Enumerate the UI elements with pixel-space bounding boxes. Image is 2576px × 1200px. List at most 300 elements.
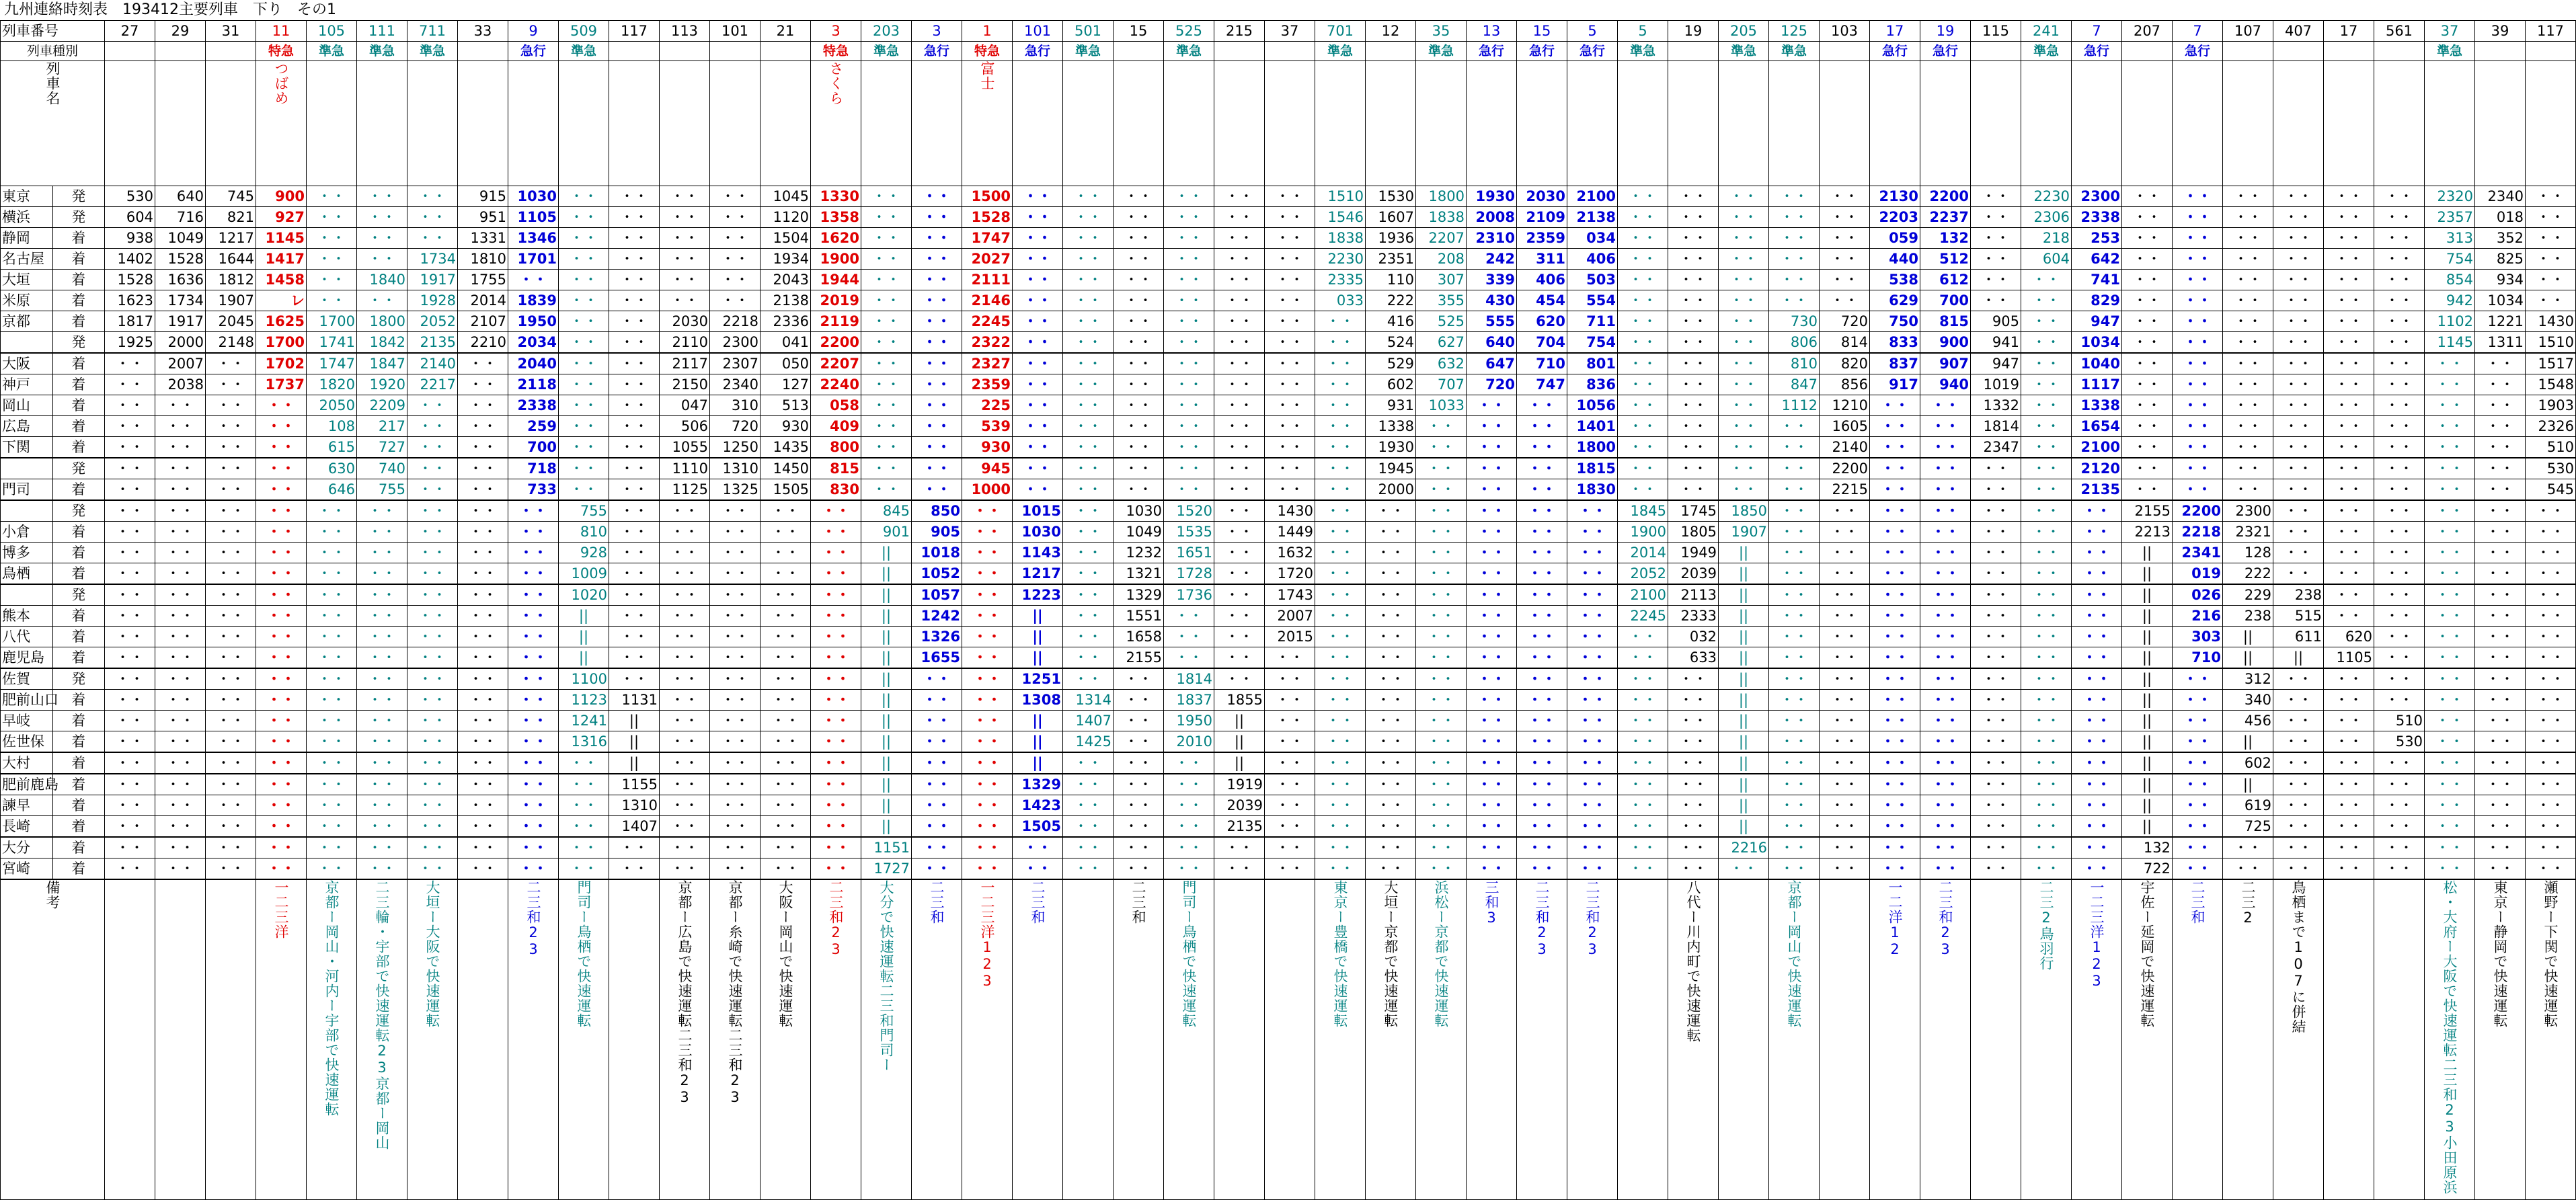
time-cell: 430 [1467,290,1517,311]
time-cell: ・・ [811,627,861,647]
station-name: 諫早 [1,795,53,816]
time-cell: 1143 [1013,543,1063,563]
time-cell: ・・ [559,332,609,354]
time-cell: ・・ [2374,249,2425,270]
station-name: 熊本 [1,606,53,627]
train-type [105,42,155,61]
remark-text: 一二洋12 [1887,880,1903,958]
time-cell: 930 [760,416,811,437]
time-cell: ・・ [2021,711,2072,731]
time-cell: ・・ [2324,437,2374,458]
time-cell: ・・ [1063,311,1114,332]
time-cell: ・・ [2021,522,2072,543]
time-cell: ・・ [1618,228,1668,249]
time-cell: ・・ [912,858,962,880]
train-number: 241 [2021,21,2072,42]
remark-text: 門司ー鳥栖で快速運転 [1181,880,1197,1028]
time-cell: 1928 [407,290,458,311]
remark-cell [2021,879,2072,1200]
time-cell: 1655 [912,647,962,669]
remark-cell [1063,879,1114,1200]
time-cell: || [1719,627,1769,647]
time-cell: ・・ [1870,668,1920,690]
arr-dep: 発 [52,207,105,228]
time-cell: ・・ [1164,752,1214,774]
time-cell: ・・ [1820,249,1870,270]
time-cell: 406 [1517,270,1567,290]
time-cell: 1546 [1315,207,1366,228]
time-cell: ・・ [1063,563,1114,585]
station-row [1,395,2576,416]
time-cell: ・・ [206,858,256,880]
remark-cell [660,879,710,1200]
train-name [2173,61,2223,186]
time-cell: 127 [760,374,811,395]
time-cell: ・・ [206,543,256,563]
time-cell: ・・ [1164,627,1214,647]
remark-text: 宇佐ー延岡で快速運転 [2139,880,2155,1028]
remark-cell [962,879,1013,1200]
time-cell: 1623 [105,290,155,311]
time-cell: 238 [2273,584,2324,606]
time-cell: ・・ [1618,207,1668,228]
train-name [155,61,206,186]
time-cell: ・・ [357,731,407,753]
train-type: 準急 [559,42,609,61]
time-cell: 2052 [407,311,458,332]
time-cell: ・・ [1820,207,1870,228]
time-cell: 034 [1567,228,1618,249]
time-cell: ・・ [2072,752,2122,774]
time-cell: ・・ [206,795,256,816]
train-name [1013,61,1063,186]
time-cell: 1242 [912,606,962,627]
time-cell: ・・ [1366,837,1416,858]
time-cell: ・・ [1416,563,1467,585]
time-cell: || [861,690,912,711]
time-cell: ・・ [2223,249,2273,270]
time-cell: 1401 [1567,416,1618,437]
time-cell: ・・ [1618,731,1668,753]
time-cell: ・・ [2072,563,2122,585]
time-cell: ・・ [1063,647,1114,669]
time-cell: ・・ [2173,416,2223,437]
time-cell: ・・ [1416,731,1467,753]
time-cell: 2135 [1214,816,1265,838]
time-cell: 1658 [1114,627,1164,647]
time-cell: 2140 [407,353,458,374]
time-cell: 1034 [2072,332,2122,354]
time-cell: || [861,795,912,816]
time-cell: ・・ [2526,270,2576,290]
time-cell: ・・ [256,543,307,563]
time-cell: ・・ [2425,374,2475,395]
time-cell: ・・ [2273,690,2324,711]
time-cell: ・・ [1265,668,1315,690]
time-cell: ・・ [155,500,206,522]
time-cell: ・・ [710,668,760,690]
time-cell: ・・ [811,837,861,858]
time-cell: ・・ [1769,207,1820,228]
train-name [2223,61,2273,186]
train-number: 701 [1315,21,1366,42]
time-cell: ・・ [508,837,559,858]
time-cell: ・・ [609,479,660,501]
time-cell: || [2223,731,2273,753]
time-cell: ・・ [2173,186,2223,207]
time-cell: ・・ [2425,731,2475,753]
time-cell: ・・ [2273,249,2324,270]
time-cell: ・・ [105,500,155,522]
time-cell: ・・ [912,690,962,711]
time-cell: ・・ [2374,458,2425,479]
time-cell: ・・ [1567,647,1618,669]
time-cell: ・・ [1114,228,1164,249]
time-cell: ・・ [760,837,811,858]
time-cell: ・・ [1315,627,1366,647]
time-cell: ・・ [2021,353,2072,374]
time-cell: ・・ [1013,228,1063,249]
time-cell: 1741 [307,332,357,354]
remark-cell [2425,879,2475,1200]
time-cell: ・・ [760,774,811,795]
remark-text: 門司ー鳥栖で快速運転 [576,880,592,1028]
time-cell: 2135 [407,332,458,354]
time-cell: 1755 [458,270,508,290]
time-cell: 409 [811,416,861,437]
time-cell: ・・ [2072,627,2122,647]
time-cell: ・・ [1416,627,1467,647]
time-cell: ・・ [861,311,912,332]
time-cell: 132 [1920,228,1971,249]
time-cell: 1131 [609,690,660,711]
time-cell: || [1719,647,1769,669]
time-cell: ・・ [760,711,811,731]
time-cell: ・・ [1467,395,1517,416]
time-cell: 1814 [1164,668,1214,690]
time-cell: ・・ [1920,774,1971,795]
time-cell: ・・ [1265,479,1315,501]
time-cell: ・・ [407,522,458,543]
remark-cell [2122,879,2173,1200]
time-cell: ・・ [1063,353,1114,374]
train-name [2122,61,2173,186]
time-cell: ・・ [2072,522,2122,543]
train-name-row [1,61,2576,186]
time-cell: ・・ [1668,353,1719,374]
time-cell: ・・ [1013,837,1063,858]
train-number-row [1,21,2576,42]
time-cell: ・・ [559,858,609,880]
time-cell: ・・ [2021,395,2072,416]
time-cell: ・・ [2122,479,2173,501]
time-cell: ・・ [508,584,559,606]
time-cell: ・・ [458,522,508,543]
time-cell: ・・ [1315,795,1366,816]
station-row [1,858,2576,880]
time-cell: ・・ [458,627,508,647]
time-cell: ・・ [1971,816,2021,838]
time-cell: ・・ [962,627,1013,647]
train-name [760,61,811,186]
time-cell: 1950 [508,311,559,332]
time-cell: ・・ [2223,395,2273,416]
time-cell: ・・ [407,584,458,606]
arr-dep: 着 [52,795,105,816]
time-cell: ・・ [2021,668,2072,690]
time-cell: ・・ [1164,795,1214,816]
train-type [1668,42,1719,61]
time-cell: ・・ [660,543,710,563]
time-cell: 741 [2072,270,2122,290]
time-cell: ・・ [660,690,710,711]
time-cell: ・・ [1265,353,1315,374]
time-cell: ・・ [1719,270,1769,290]
station-row [1,228,2576,249]
remark-text: 大垣ー大阪で快速運転 [424,880,440,1028]
time-cell: ・・ [1618,270,1668,290]
time-cell: 1102 [2425,311,2475,332]
time-cell: ・・ [2223,186,2273,207]
time-cell: ・・ [1315,332,1366,354]
time-cell: ・・ [407,774,458,795]
time-cell: ・・ [1769,711,1820,731]
time-cell: ・・ [2526,647,2576,669]
station-name: 大阪 [1,353,53,374]
time-cell: 1837 [1164,690,1214,711]
time-cell: 2218 [2173,522,2223,543]
remark-text: 京都ー岡山で快速運転 [1786,880,1802,1028]
time-cell: ・・ [2021,374,2072,395]
time-cell: ・・ [105,563,155,585]
time-cell: 1329 [1114,584,1164,606]
time-cell: ・・ [357,837,407,858]
time-cell: ・・ [357,690,407,711]
time-cell: ・・ [307,270,357,290]
time-cell: ・・ [559,374,609,395]
time-cell: ・・ [1315,395,1366,416]
time-cell: ・・ [155,752,206,774]
time-cell: ・・ [962,774,1013,795]
time-cell: ・・ [1920,479,1971,501]
time-cell: ・・ [508,731,559,753]
time-cell: ・・ [609,353,660,374]
train-name [2021,61,2072,186]
station-name: 鳥栖 [1,563,53,585]
time-cell: ・・ [256,522,307,543]
time-cell: ・・ [155,858,206,880]
time-cell: 1030 [508,186,559,207]
remark-cell [861,879,912,1200]
time-cell: 2014 [1618,543,1668,563]
time-cell: ・・ [2173,690,2223,711]
time-cell: ・・ [559,186,609,207]
time-cell: ・・ [1668,228,1719,249]
time-cell: 1056 [1567,395,1618,416]
time-cell: ・・ [2021,627,2072,647]
time-cell: ・・ [458,795,508,816]
time-cell: ・・ [1063,458,1114,479]
remark-text: 二三和 [2189,880,2206,924]
time-cell: ・・ [811,668,861,690]
time-cell: ・・ [1063,437,1114,458]
time-cell: 2357 [2425,207,2475,228]
time-cell: 2146 [962,290,1013,311]
time-cell: ・・ [1265,752,1315,774]
time-cell: 1745 [1668,500,1719,522]
time-cell: 059 [1870,228,1920,249]
time-cell: ・・ [256,752,307,774]
time-cell: || [609,752,660,774]
time-cell: ・・ [1971,270,2021,290]
time-cell: ・・ [2526,584,2576,606]
time-cell: ・・ [458,374,508,395]
station-name [1,584,53,606]
time-cell: ・・ [206,711,256,731]
time-cell: 1548 [2526,374,2576,395]
time-cell: ・・ [508,627,559,647]
time-cell: ・・ [2475,437,2526,458]
time-cell: ・・ [1315,353,1366,374]
time-cell: 602 [2223,752,2273,774]
time-cell: ・・ [2425,752,2475,774]
time-cell: ・・ [660,522,710,543]
time-cell: ・・ [2475,731,2526,753]
time-cell: 2043 [760,270,811,290]
time-cell: ・・ [1315,668,1366,690]
time-cell: 2030 [1517,186,1567,207]
time-cell: ・・ [307,816,357,838]
time-cell: 313 [2425,228,2475,249]
time-cell: 710 [1517,353,1567,374]
time-cell: ・・ [2173,270,2223,290]
time-cell: ・・ [2324,353,2374,374]
time-cell: ・・ [609,270,660,290]
arr-dep: 着 [52,416,105,437]
time-cell: ・・ [1315,837,1366,858]
train-number: 103 [1820,21,1870,42]
time-cell: ・・ [1063,774,1114,795]
remark-text: 鳥栖まで107に併結 [2290,880,2306,1034]
time-cell: ・・ [2374,437,2425,458]
time-cell: 854 [2425,270,2475,290]
train-name [508,61,559,186]
remark-text: 二三和 [1130,880,1146,924]
time-cell: ・・ [1164,270,1214,290]
time-cell: ・・ [1920,647,1971,669]
train-number: 113 [660,21,710,42]
time-cell: ・・ [1265,311,1315,332]
time-cell: ・・ [1164,458,1214,479]
time-cell: 2306 [2021,207,2072,228]
time-cell: || [1214,731,1265,753]
time-cell: ・・ [710,186,760,207]
time-cell: ・・ [1366,858,1416,880]
time-cell: ・・ [2324,207,2374,228]
time-cell: ・・ [1114,858,1164,880]
time-cell: ・・ [811,647,861,669]
arr-dep: 発 [52,584,105,606]
time-cell: ・・ [2021,690,2072,711]
time-cell: ・・ [710,228,760,249]
time-cell: ・・ [2122,332,2173,354]
remark-cell [1517,879,1567,1200]
train-number: 39 [2475,21,2526,42]
time-cell: 440 [1870,249,1920,270]
time-cell: ・・ [2072,711,2122,731]
time-cell: ・・ [760,522,811,543]
time-cell: ・・ [357,668,407,690]
train-name [2425,61,2475,186]
time-cell: ・・ [2526,563,2576,585]
time-cell: ・・ [1114,690,1164,711]
time-cell: ・・ [1769,606,1820,627]
time-cell: ・・ [206,395,256,416]
time-cell: 947 [2072,311,2122,332]
time-cell: ・・ [105,647,155,669]
time-cell: ・・ [2475,584,2526,606]
time-cell: ・・ [1416,647,1467,669]
train-number: 33 [458,21,508,42]
time-cell: ・・ [2526,711,2576,731]
time-cell: ・・ [1920,437,1971,458]
time-cell: ・・ [2425,837,2475,858]
time-cell: ・・ [2425,711,2475,731]
station-name: 鹿児島 [1,647,53,669]
time-cell: ・・ [1769,479,1820,501]
remark-cell [1366,879,1416,1200]
time-cell: ・・ [1315,774,1366,795]
time-cell: ・・ [2475,774,2526,795]
time-cell: ・・ [912,816,962,838]
time-cell: 1407 [609,816,660,838]
time-cell: 917 [1870,374,1920,395]
time-cell: ・・ [710,522,760,543]
time-cell: ・・ [1517,479,1567,501]
time-cell: ・・ [1315,563,1366,585]
time-cell: ・・ [2324,837,2374,858]
time-cell: ・・ [811,500,861,522]
time-cell: ・・ [1013,858,1063,880]
time-cell: 2030 [660,311,710,332]
train-name [307,61,357,186]
time-cell: ・・ [508,647,559,669]
time-cell: ・・ [1114,395,1164,416]
time-cell: ・・ [609,186,660,207]
time-cell: ・・ [1265,290,1315,311]
time-cell: ・・ [2122,186,2173,207]
train-type: 準急 [2425,42,2475,61]
time-cell: ・・ [1013,458,1063,479]
train-number: 1 [962,21,1013,42]
time-cell: ・・ [2021,332,2072,354]
time-cell: ・・ [1618,816,1668,838]
station-row [1,816,2576,838]
time-cell: 1321 [1114,563,1164,585]
time-cell: 1329 [1013,774,1063,795]
time-cell: 2200 [811,332,861,354]
time-cell: ・・ [2173,249,2223,270]
time-cell: ・・ [912,290,962,311]
time-cell: ・・ [256,774,307,795]
station-row [1,837,2576,858]
time-cell: 047 [660,395,710,416]
time-cell: 2155 [1114,647,1164,669]
station-name: 岡山 [1,395,53,416]
time-cell: ・・ [710,500,760,522]
time-cell: 940 [1920,374,1971,395]
time-cell: ・・ [155,627,206,647]
